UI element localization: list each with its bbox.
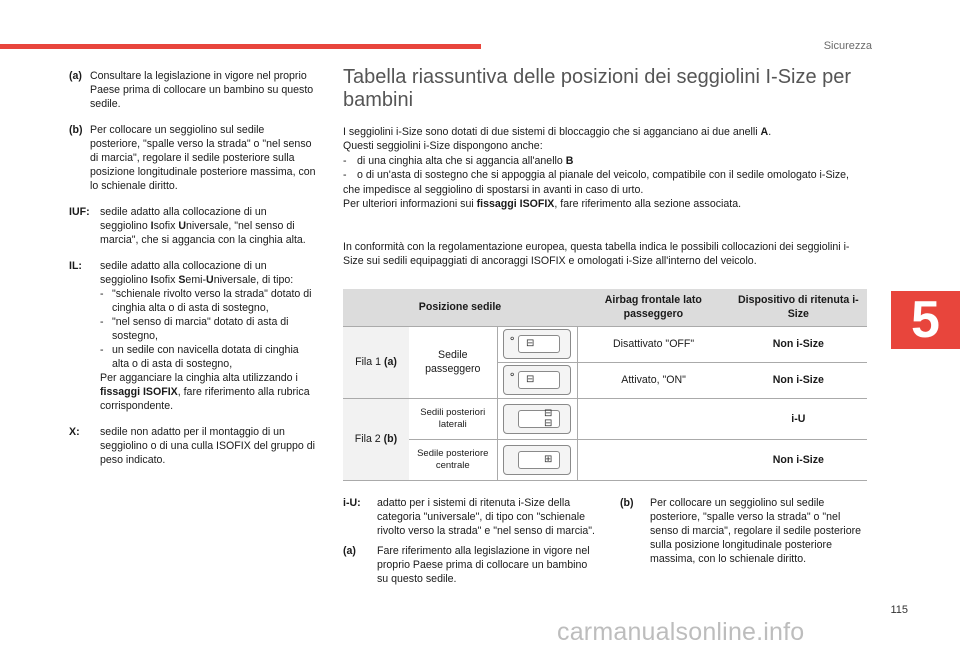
note-text: Per collocare un seggiolino sul sedile posteriore, "spalle verso la strada" o "nel senso di marcia", regolare il sedile posteriore sulla posizione longitudinale posteriore massima, con lo schienale diritto. bbox=[650, 497, 862, 565]
note-tag: IUF: bbox=[69, 206, 90, 218]
row-label-fila-2: Fila 2 (b) bbox=[343, 398, 409, 480]
intro-paragraph: I seggiolini i-Size sono dotati di due sistemi di bloccaggio che si agganciano ai due anelli A. Questi seggiolini i-Size dispongono anche: - di una cinghia alta che si aggancia all'anello B - o di un'asta di sostegno che si appoggia al pianale del veicolo, compatibile con il sedile omologato i-Size, che impedisce al seggiolino di spostarsi in avanti in caso di urto. Per ulteriori informazioni sui fissaggi ISOFIX, fare riferimento alla sezione associata. bbox=[343, 126, 849, 211]
dash-item: - "schienale rivolto verso la strada" dotato di cinghia alta o di asta di sostegno, bbox=[100, 288, 312, 314]
page-title: Tabella riassuntiva delle posizioni dei seggiolini I-Size per bambini bbox=[343, 66, 852, 111]
car-seat-rear-center-icon: ⊞ bbox=[497, 439, 577, 480]
note-tag: i-U: bbox=[343, 497, 361, 509]
table-header: Dispositivo di ritenuta i-Size bbox=[730, 289, 867, 326]
note-text: Per collocare un seggiolino sul sedile posteriore, "spalle verso la strada" o "nel senso di marcia", regolare il sedile posteriore sulla posizione longitudinale posteriore massima, con lo schienale diritto. bbox=[90, 124, 316, 192]
note-text: sedile adatto alla collocazione di un seggiolino Isofix Semi-Universale, di tipo: - "schienale rivolto verso la strada" dotato di cinghia alta o di asta di sostegno, - "nel senso di marcia" dotato di asta di sostegno, - un sedile con navicella dotata di cinghia alta o di asta di sostegno, Per agganciare la cinghia alta utilizzando i fissaggi ISOFIX, fare riferimento alla rubrica corrispondente. bbox=[100, 259, 316, 413]
watermark: carmanualsonline.info bbox=[557, 618, 805, 646]
section-title: Sicurezza bbox=[823, 40, 872, 52]
note-tag: IL: bbox=[69, 260, 82, 272]
car-seat-rear-lateral-icon: ⊟ ⊟ bbox=[497, 398, 577, 439]
note-il bbox=[69, 259, 316, 413]
left-column-notes bbox=[69, 69, 316, 479]
isize-cell: Non i-Size bbox=[730, 439, 867, 480]
dash-item: - un sedile con navicella dotata di cinghia alta o di asta di sostegno, bbox=[100, 344, 299, 370]
note-text: sedile adatto alla collocazione di un seggiolino Isofix Universale, "nel senso di marcia", che si aggancia con la cinghia alta. bbox=[100, 206, 306, 246]
note-tag: (b) bbox=[69, 124, 83, 136]
seat-label: Sedile passeggero bbox=[409, 326, 497, 398]
note-x bbox=[69, 425, 316, 467]
page-number: 115 bbox=[890, 604, 908, 616]
seat-label: Sedili posteriori laterali bbox=[409, 398, 497, 439]
table-row bbox=[343, 439, 867, 480]
note-tag: (a) bbox=[343, 545, 356, 557]
note-tag: X: bbox=[69, 426, 80, 438]
footnote-a bbox=[343, 544, 601, 586]
isize-positions-table bbox=[343, 289, 867, 481]
note-tag: (b) bbox=[620, 497, 634, 509]
regulation-paragraph: In conformità con la regolamentazione europea, questa tabella indica le possibili collocazioni dei seggiolini i-Size sui sedili equipaggiati di ancoraggi ISOFIX e omologati i-Size all'interno del veicolo. bbox=[343, 241, 850, 268]
isize-cell: Non i-Size bbox=[730, 326, 867, 362]
table-row bbox=[343, 326, 867, 362]
note-text: Fare riferimento alla legislazione in vigore nel proprio Paese prima di collocare un bambino su questo sedile. bbox=[377, 545, 590, 585]
airbag-cell: Disattivato "OFF" bbox=[577, 326, 730, 362]
header-accent-bar bbox=[0, 44, 481, 49]
footnotes-left bbox=[343, 496, 601, 592]
table-row bbox=[343, 398, 867, 439]
airbag-cell bbox=[577, 398, 730, 439]
chapter-number-tab: 5 bbox=[891, 291, 960, 349]
airbag-cell bbox=[577, 439, 730, 480]
footnotes-right bbox=[620, 496, 866, 578]
note-tag: (a) bbox=[69, 70, 82, 82]
dash-item: - "nel senso di marcia" dotato di asta di sostegno, bbox=[100, 316, 289, 342]
note-text: sedile non adatto per il montaggio di un seggiolino o di una culla ISOFIX del gruppo di peso indicato. bbox=[100, 426, 315, 466]
table-header: Airbag frontale lato passeggero bbox=[577, 289, 730, 326]
car-seat-passenger-airbag-on-icon: ⚬ ⊟ bbox=[497, 362, 577, 398]
isize-cell: i-U bbox=[730, 398, 867, 439]
isize-cell: Non i-Size bbox=[730, 362, 867, 398]
note-text: adatto per i sistemi di ritenuta i-Size della categoria "universale", di tipo con "schienale rivolto verso la strada" e "nel senso di marcia". bbox=[377, 497, 595, 537]
table-header-row bbox=[343, 289, 867, 326]
note-text: Consultare la legislazione in vigore nel proprio Paese prima di collocare un bambino su questo sedile. bbox=[90, 70, 314, 110]
footnote-b bbox=[620, 496, 866, 566]
seat-label: Sedile posteriore centrale bbox=[409, 439, 497, 480]
note-a bbox=[69, 69, 316, 111]
row-label-fila-1: Fila 1 (a) bbox=[343, 326, 409, 398]
airbag-cell: Attivato, "ON" bbox=[577, 362, 730, 398]
footnote-iu bbox=[343, 496, 601, 538]
note-iuf bbox=[69, 205, 316, 247]
table-header: Posizione sedile bbox=[343, 289, 577, 326]
car-seat-passenger-airbag-off-icon: ⚬ ⊟ bbox=[497, 326, 577, 362]
note-b bbox=[69, 123, 316, 193]
